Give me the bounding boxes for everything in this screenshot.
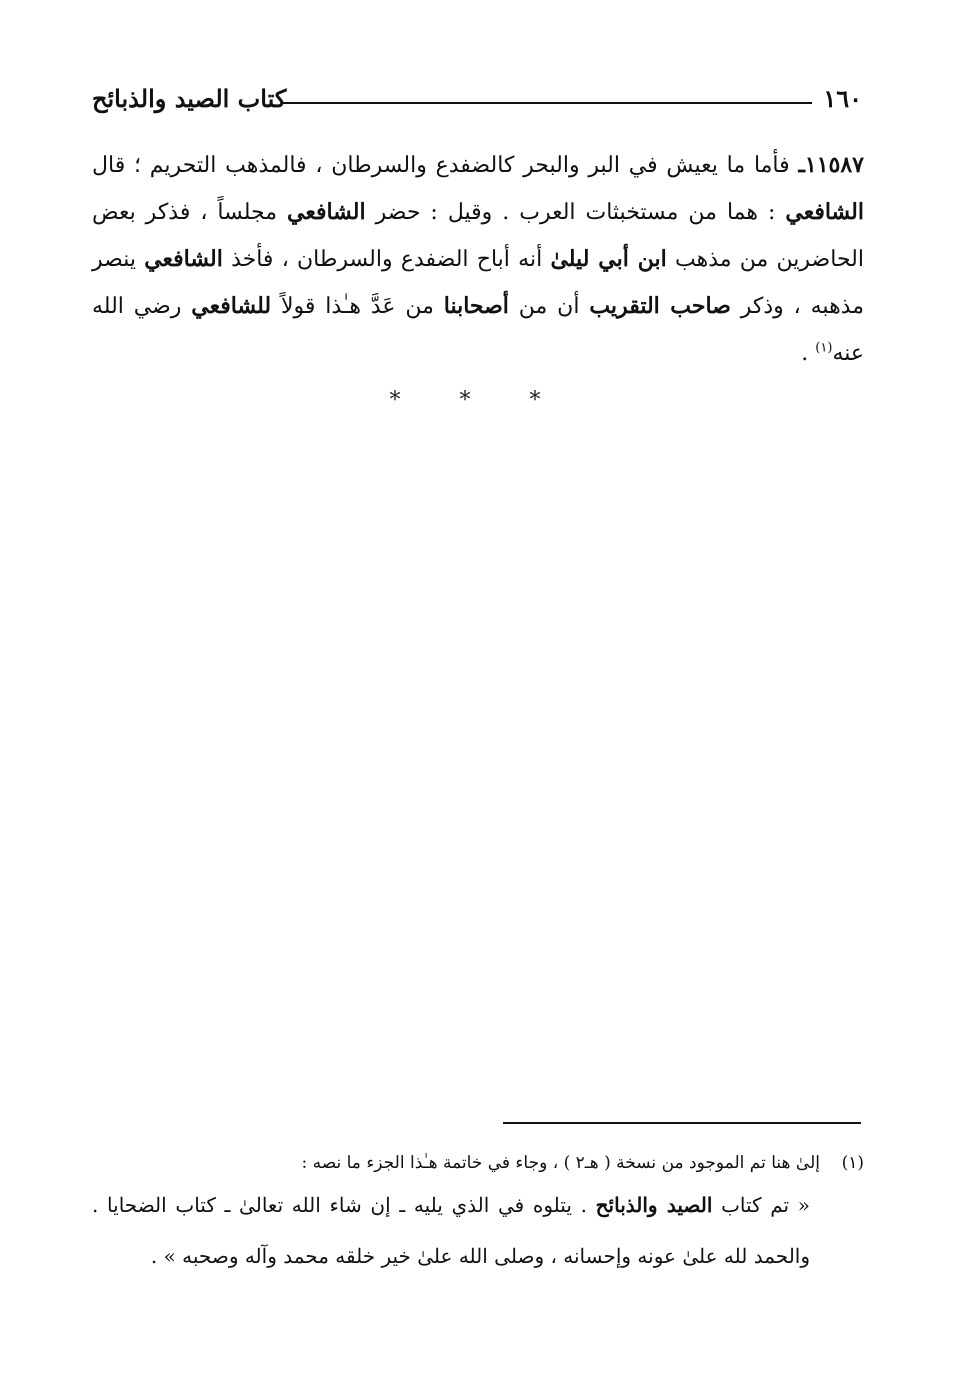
person-name: للشافعي [191, 293, 272, 319]
footnote-reference[interactable]: (١) [815, 340, 833, 356]
person-name: أصحابنا [443, 293, 509, 319]
person-name: ابن أبي ليلىٰ [550, 246, 667, 272]
text-run: فأما ما يعيش في البر والبحر كالضفدع والسرطان ، فالمذهب التحريم ؛ قال [92, 153, 799, 178]
person-name: الشافعي [785, 199, 864, 225]
text-run: أنه أباح الضفدع والسرطان ، فأخذ [222, 247, 551, 272]
issue-number: ١١٥٨٧ـ [798, 152, 864, 178]
text-run: : هما من مستخبثات العرب . وقيل : حضر [365, 200, 786, 225]
footnotes [92, 1146, 864, 1282]
text-run: . [801, 341, 816, 366]
header-rule [282, 102, 812, 104]
page-number: ١٦٠ [823, 84, 862, 113]
quote-run: « تم كتاب [712, 1193, 811, 1217]
quote-run: . يتلوه في الذي يليه ـ إن شاء الله تعالىٰ ـ كتاب الضحايا . والحمد لله علىٰ عونه وإحسانه ، وصلى الله علىٰ خير خلقه محمد وآله وصحبه » . [92, 1193, 810, 1268]
section-separator: * * * [389, 388, 567, 413]
text-run: أن من [508, 294, 590, 319]
person-name: صاحب التقريب [589, 293, 731, 319]
footnote-1 [92, 1146, 864, 1180]
running-header [92, 82, 862, 118]
text-run: ينصر مذهبه ، وذكر [92, 247, 865, 319]
person-name: الشافعي [287, 199, 366, 225]
quote-book-title: الصيد والذبائح [595, 1193, 713, 1217]
main-text [92, 142, 864, 377]
footnote-text: إلىٰ هنا تم الموجود من نسخة ( هـ٢ ) ، وجاء في خاتمة هـٰذا الجزء ما نصه : [301, 1153, 820, 1173]
footnote-rule [503, 1122, 861, 1124]
text-run: مجلساً ، فذكر بعض الحاضرين من مذهب [92, 200, 864, 272]
text-run: من عَدَّ هـٰذا قولاً [271, 294, 444, 319]
footnote-number: (١) [841, 1153, 864, 1173]
person-name: الشافعي [144, 246, 223, 272]
book-title: كتاب الصيد والذبائح [92, 84, 287, 113]
footnote-quote [92, 1180, 810, 1282]
paragraph-1587 [92, 142, 864, 377]
text-run: رضي الله عنه [92, 294, 864, 366]
